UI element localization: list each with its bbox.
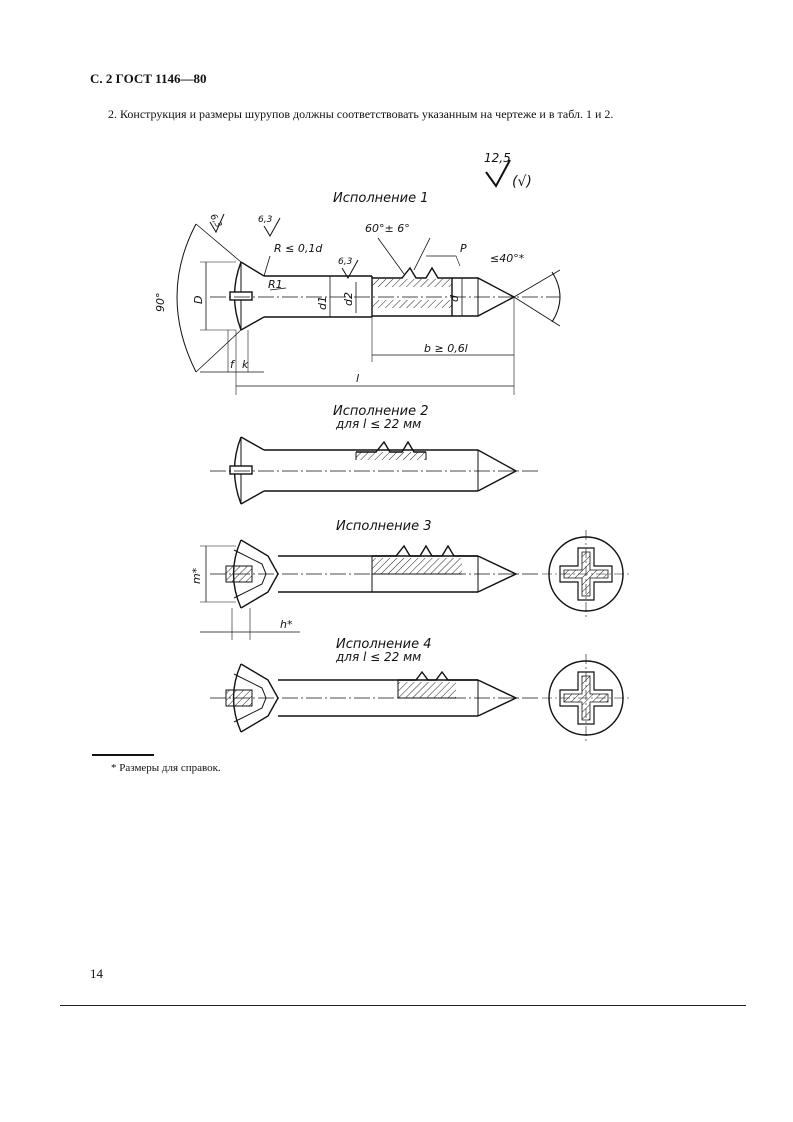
variant-3-drawing <box>200 530 630 640</box>
roughness-value: 12,5 <box>484 151 511 165</box>
variant-3-title: Исполнение 3 <box>336 519 432 534</box>
length-label: l <box>356 372 360 385</box>
r1-label: R1 <box>268 278 283 291</box>
d-label: d <box>448 295 461 302</box>
roughness-head-label: 6,3 <box>207 212 224 230</box>
d1-label: d1 <box>316 296 329 310</box>
page-number: 14 <box>90 966 103 981</box>
h-label: h* <box>280 618 293 631</box>
variant-2-title: Исполнение 2 <box>333 404 429 419</box>
angle-tip-label: ≤40°* <box>490 252 525 265</box>
angle-thread-label: 60°± 6° <box>365 222 410 235</box>
k-label: k <box>242 358 249 371</box>
variant-2-drawing <box>210 437 540 504</box>
angle-head-label: 90° <box>154 292 167 312</box>
f-label: f <box>230 358 234 371</box>
footnote: * Размеры для справок. <box>111 762 221 774</box>
variant-1-labels <box>154 191 525 385</box>
intro-text: 2. Конструкция и размеры шурупов должны соответствовать указанным на чертеже и в табл. 1 и 2. <box>108 107 614 121</box>
variant-4-labels <box>335 637 431 664</box>
roughness-parenthetical: (√) <box>512 174 532 190</box>
roughness-thread-label: 6,3 <box>338 257 353 267</box>
radius-label: R ≤ 0,1d <box>274 242 323 255</box>
variant-4-drawing <box>210 654 630 742</box>
variant-4-title: Исполнение 4 <box>336 637 432 652</box>
d2-label: d2 <box>342 292 355 306</box>
variant-1-title: Исполнение 1 <box>333 191 429 206</box>
roughness-symbol <box>484 151 532 190</box>
footnote-rule <box>92 754 154 756</box>
m-label: m* <box>190 567 203 584</box>
page-header: С. 2 ГОСТ 1146—80 <box>90 71 207 86</box>
roughness-shank-label: 6,3 <box>258 215 273 225</box>
thread-length-label: b ≥ 0,6l <box>424 342 468 355</box>
variant-2-labels <box>333 404 428 431</box>
variant-1-drawing <box>177 214 560 395</box>
pitch-label: P <box>460 242 467 255</box>
variant-2-subtitle: для l ≤ 22 мм <box>336 417 422 431</box>
head-diameter-label: D <box>192 295 205 304</box>
bottom-rule <box>60 1005 746 1006</box>
variant-4-subtitle: для l ≤ 22 мм <box>336 650 422 664</box>
